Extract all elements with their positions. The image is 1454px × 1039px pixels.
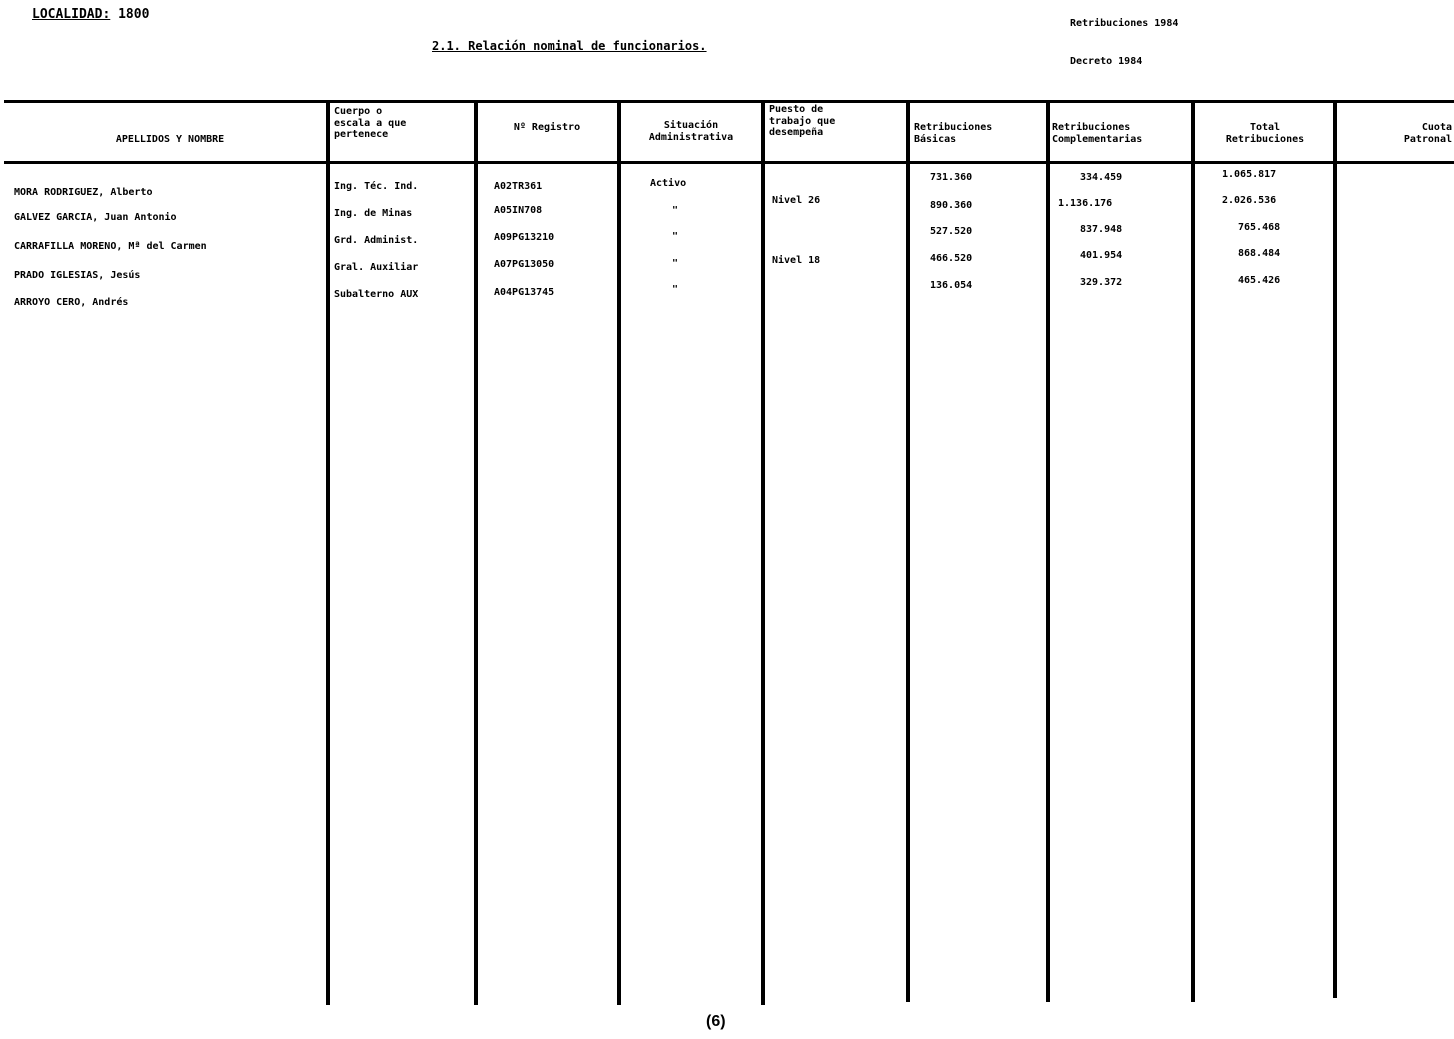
column-divider [761,100,765,1005]
column-header-cuota: Cuota Patronal [1403,122,1452,145]
column-divider [1191,100,1195,1002]
column-divider [474,100,478,1005]
row-name: GALVEZ GARCIA, Juan Antonio [14,212,177,223]
row-complementarias: 401.954 [1080,250,1123,261]
row-basicas: 527.520 [930,226,973,237]
note-line-2: Decreto 1984 [1070,56,1143,67]
row-puesto: Nivel 18 [772,255,821,266]
row-situacion: " [672,258,679,269]
row-cuerpo: Gral. Auxiliar [334,262,419,273]
row-registro: A07PG13050 [494,259,555,270]
row-complementarias: 329.372 [1080,277,1123,288]
column-header-registro: Nº Registro [513,122,581,133]
column-divider [906,100,910,1002]
row-total: 2.026.536 [1222,195,1277,206]
column-header-puesto: Puesto de trabajo que desempeña [769,104,836,138]
row-situacion: Activo [650,178,687,189]
locality-code: 1800 [118,7,150,22]
column-divider [1333,100,1337,998]
column-divider [617,100,621,1005]
row-cuerpo: Grd. Administ. [334,235,419,246]
row-complementarias: 837.948 [1080,224,1123,235]
row-complementarias: 334.459 [1080,172,1123,183]
row-cuerpo: Subalterno AUX [334,289,419,300]
row-name: ARROYO CERO, Andrés [14,297,129,308]
column-header-basicas: Retribuciones Básicas [914,122,993,145]
row-registro: A04PG13745 [494,287,555,298]
document-title-text: 2.1. Relación nominal de funcionarios. [432,39,707,53]
locality-header [32,8,149,21]
column-header-situacion: Situación Administrativa [648,120,734,143]
column-header-name: APELLIDOS Y NOMBRE [115,134,225,145]
row-registro: A05IN708 [494,205,543,216]
row-cuerpo: Ing. Téc. Ind. [334,181,419,192]
row-situacion: " [672,284,679,295]
row-name: PRADO IGLESIAS, Jesús [14,270,141,281]
row-registro: A02TR361 [494,181,543,192]
column-header-total: Total Retribuciones [1225,122,1305,145]
row-puesto: Nivel 26 [772,195,821,206]
row-name: MORA RODRIGUEZ, Alberto [14,187,153,198]
document-title [432,40,707,52]
row-registro: A09PG13210 [494,232,555,243]
row-basicas: 466.520 [930,253,973,264]
column-divider [1046,100,1050,1002]
row-name: CARRAFILLA MORENO, Mª del Carmen [14,241,207,252]
column-header-cuerpo: Cuerpo o escala a que pertenece [334,106,407,140]
row-complementarias: 1.136.176 [1058,198,1113,209]
row-total: 465.426 [1238,275,1281,286]
row-cuerpo: Ing. de Minas [334,208,413,219]
table-header-rule [4,161,1454,164]
note-line-1: Retribuciones 1984 [1070,18,1179,29]
row-total: 1.065.817 [1222,169,1277,180]
row-total: 765.468 [1238,222,1281,233]
row-basicas: 890.360 [930,200,973,211]
column-divider [326,100,330,1005]
column-header-complementarias: Retribuciones Complementarias [1052,122,1143,145]
row-basicas: 136.054 [930,280,973,291]
row-total: 868.484 [1238,248,1281,259]
page-number: (6) [706,1013,726,1030]
row-situacion: " [672,205,679,216]
table-top-rule [4,100,1454,103]
locality-label: LOCALIDAD: [32,7,111,22]
row-basicas: 731.360 [930,172,973,183]
row-situacion: " [672,231,679,242]
